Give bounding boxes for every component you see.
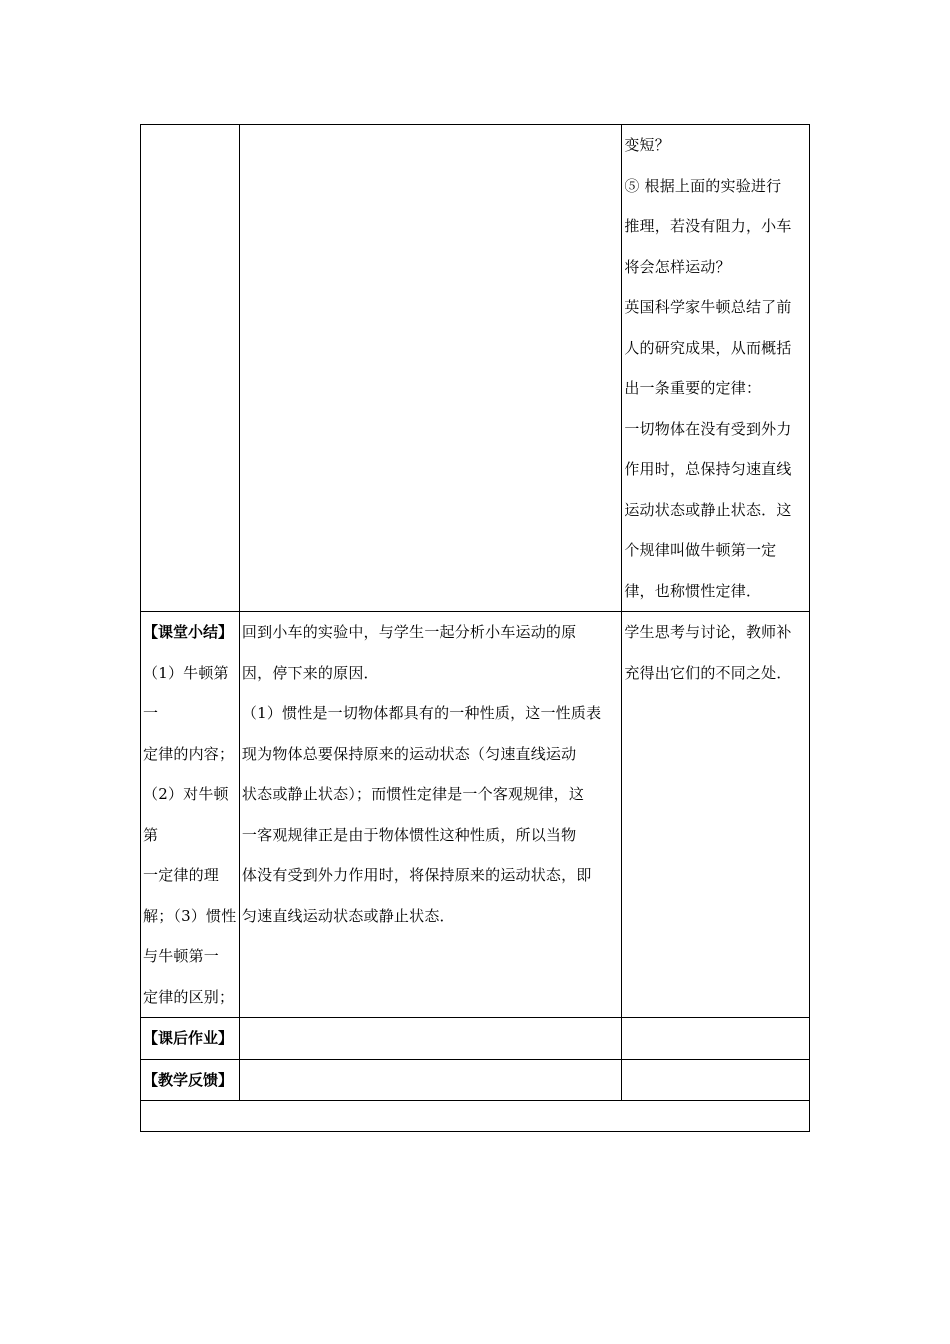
feedback-label: 【教学反馈】 bbox=[143, 1070, 234, 1089]
summary-label-cell bbox=[141, 612, 240, 1018]
text-line: 一定律的理 bbox=[143, 866, 220, 884]
text-line: 一客观规律正是由于物体惯性这种性质，所以当物 bbox=[241, 825, 577, 844]
homework-label: 【课后作业】 bbox=[143, 1029, 234, 1047]
text-line: （2）对牛顿第 bbox=[143, 785, 229, 844]
table-row bbox=[141, 1059, 810, 1101]
summary-label: 【课堂小结】 bbox=[143, 623, 234, 641]
text-line: 学生思考与讨论，教师补 bbox=[624, 623, 792, 641]
text-line: 变短？ bbox=[624, 136, 670, 154]
text-line: 解；（3）惯性 bbox=[143, 906, 237, 925]
top-label-cell bbox=[141, 125, 240, 612]
text-line: 现为物体总要保持原来的运动状态（匀速直线运动 bbox=[241, 744, 577, 763]
table-row bbox=[141, 612, 810, 1018]
text-line: 个规律叫做牛顿第一定 bbox=[624, 541, 777, 559]
text-line: 作用时，总保持匀速直线 bbox=[624, 460, 792, 478]
homework-activity-cell bbox=[622, 1018, 810, 1060]
top-activity-cell bbox=[622, 125, 810, 612]
table-row bbox=[141, 1018, 810, 1060]
text-line: 将会怎样运动？ bbox=[624, 257, 731, 276]
text-line: 运动状态或静止状态．这 bbox=[624, 500, 792, 519]
text-line: 回到小车的实验中，与学生一起分析小车运动的原 bbox=[241, 623, 577, 641]
summary-activity-cell bbox=[622, 612, 810, 1018]
feedback-content-cell bbox=[239, 1059, 621, 1101]
text-line: 一切物体在没有受到外力 bbox=[624, 419, 792, 438]
text-line: 出一条重要的定律： bbox=[624, 379, 762, 397]
feedback-activity-cell bbox=[622, 1059, 810, 1101]
text-line: 状态或静止状态）；而惯性定律是一个客观规律，这 bbox=[241, 785, 585, 803]
table-row bbox=[141, 125, 810, 612]
text-line: （1）牛顿第一 bbox=[143, 663, 229, 722]
table-row bbox=[141, 1101, 810, 1132]
homework-label-cell bbox=[141, 1018, 240, 1060]
summary-content-cell bbox=[239, 612, 621, 1018]
text-line: 充得出它们的不同之处． bbox=[624, 663, 792, 682]
lesson-plan-table bbox=[140, 124, 810, 1132]
feedback-label-cell bbox=[141, 1059, 240, 1101]
text-line: 律，也称惯性定律． bbox=[624, 581, 762, 600]
text-line: 推理，若没有阻力，小车 bbox=[624, 217, 792, 235]
text-line: 英国科学家牛顿总结了前 bbox=[624, 298, 792, 316]
text-line: 定律的内容； bbox=[143, 744, 235, 763]
text-line: 人的研究成果，从而概括 bbox=[624, 338, 792, 357]
text-line: （1）惯性是一切物体都具有的一种性质，这一性质表 bbox=[241, 704, 602, 722]
homework-content-cell bbox=[239, 1018, 621, 1060]
text-line: 体没有受到外力作用时，将保持原来的运动状态，即 bbox=[241, 866, 592, 884]
text-line: 与牛顿第一 bbox=[143, 947, 220, 965]
empty-footer-cell bbox=[141, 1101, 810, 1132]
text-line: 定律的区别； bbox=[143, 987, 235, 1006]
top-content-cell bbox=[239, 125, 621, 612]
text-line: 匀速直线运动状态或静止状态． bbox=[241, 906, 455, 925]
text-line: 因，停下来的原因． bbox=[241, 663, 379, 682]
text-line: ⑤ 根据上面的实验进行 bbox=[624, 176, 782, 195]
